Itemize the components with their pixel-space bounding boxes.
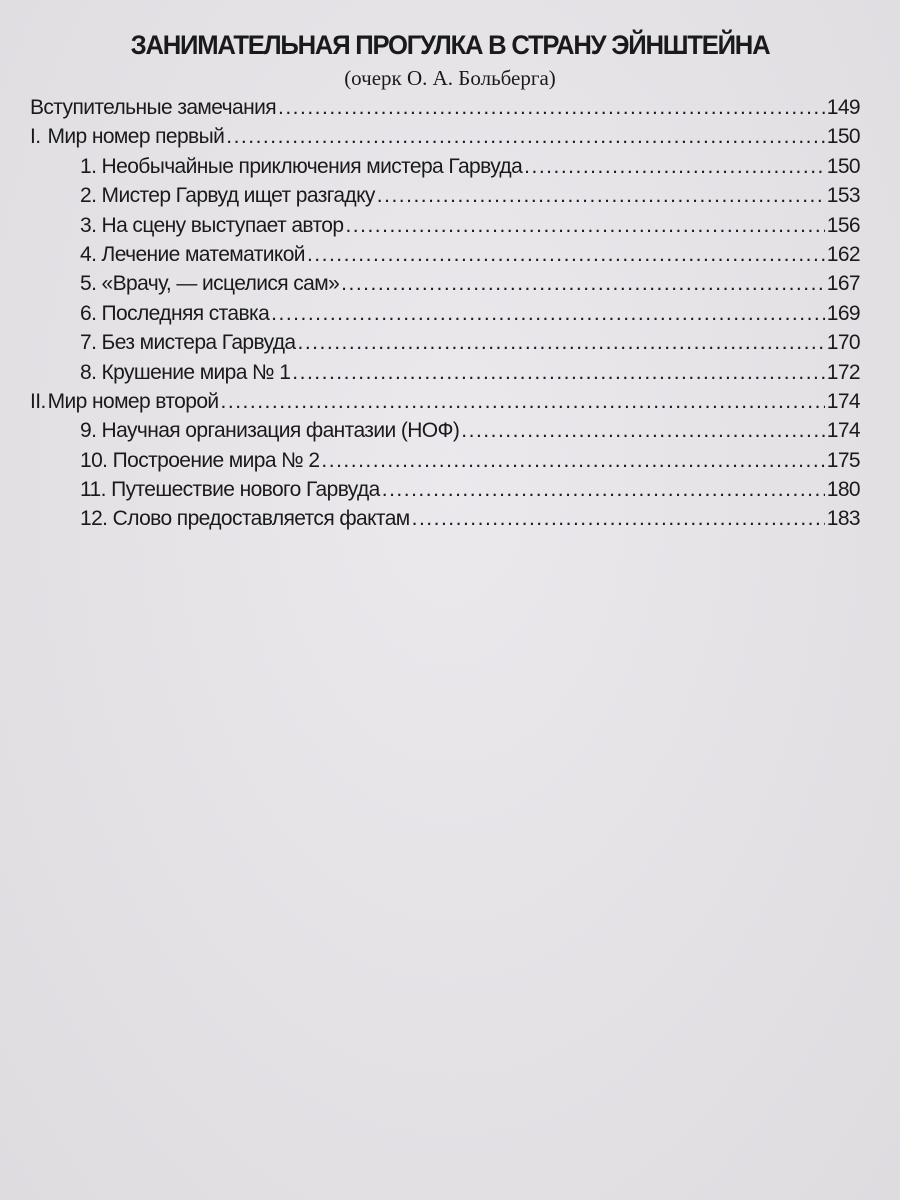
toc-entry-label: 12. Слово предоставляется фактам — [80, 507, 410, 531]
toc-entry-label: Вступительные замечания — [30, 96, 276, 119]
toc-entry-label: 4. Лечение математикой — [80, 242, 305, 266]
toc-entry — [30, 125, 860, 154]
dot-leader — [412, 507, 825, 531]
section-subtitle: (очерк О. А. Больберга) — [344, 66, 556, 90]
dot-leader — [341, 272, 825, 296]
toc-entry-label: 8. Крушение мира № 1 — [80, 360, 291, 384]
dot-leader — [221, 390, 825, 414]
toc-entry — [30, 478, 860, 507]
toc-entry — [30, 155, 860, 184]
toc-entry — [30, 507, 860, 536]
toc-entry-label: Мир номер первый — [47, 125, 225, 149]
toc-entry — [30, 184, 860, 213]
toc-entry-page: 169 — [826, 301, 860, 325]
table-of-contents — [30, 96, 860, 537]
toc-entry-number: II. — [30, 389, 46, 413]
dot-leader — [226, 125, 825, 149]
dot-leader — [271, 302, 825, 326]
toc-entry-label: 5. «Врачу, — исцелися сам» — [80, 272, 340, 296]
toc-entry-page: 153 — [826, 184, 860, 208]
toc-entry-page: 174 — [826, 389, 860, 413]
toc-entry-page: 156 — [826, 213, 860, 237]
toc-entry-label: 10. Построение мира № 2 — [80, 448, 320, 472]
dot-leader — [524, 155, 825, 179]
toc-entry-page: 162 — [826, 242, 860, 266]
toc-entry-page: 167 — [826, 272, 860, 296]
dot-leader — [345, 214, 824, 238]
toc-entry-label: 1. Необычайные приключения мистера Гарвуда — [80, 154, 523, 178]
toc-entry-page: 174 — [826, 419, 860, 443]
toc-entry — [30, 243, 860, 272]
toc-entry — [30, 449, 860, 478]
toc-entry — [30, 331, 860, 360]
dot-leader — [278, 96, 825, 120]
dot-leader — [377, 184, 825, 208]
toc-entry-page: 175 — [826, 448, 860, 472]
dot-leader — [298, 331, 825, 355]
toc-entry-label: 2. Мистер Гарвуд ищет разгадку — [80, 184, 375, 208]
toc-entry-label: 7. Без мистера Гарвуда — [80, 331, 296, 355]
toc-entry-label: Мир номер второй — [47, 389, 219, 413]
toc-entry-label: 6. Последняя ставка — [80, 301, 270, 325]
toc-entry-label: 9. Научная организация фантазии (НОФ) — [80, 419, 460, 443]
toc-entry-page: 170 — [826, 331, 860, 355]
toc-entry-label: 3. На сцену выступает автор — [80, 213, 344, 237]
dot-leader — [382, 478, 825, 502]
toc-entry-page: 172 — [826, 360, 860, 384]
toc-entry-label: 11. Путешествие нового Гарвуда — [80, 478, 380, 502]
toc-entry — [30, 361, 860, 390]
dot-leader — [461, 419, 824, 443]
toc-entry-page: 150 — [826, 125, 860, 149]
toc-entry-page: 149 — [826, 96, 860, 119]
toc-entry-page: 183 — [826, 507, 860, 531]
toc-entry — [30, 272, 860, 301]
toc-entry-number: I. — [30, 125, 41, 149]
dot-leader — [321, 449, 824, 473]
dot-leader — [307, 243, 825, 267]
toc-entry-page: 180 — [826, 478, 860, 502]
toc-entry — [30, 302, 860, 331]
dot-leader — [292, 361, 824, 385]
toc-entry — [30, 419, 860, 448]
toc-entry — [30, 214, 860, 243]
toc-entry — [30, 96, 860, 125]
toc-entry-page: 150 — [826, 154, 860, 178]
toc-entry — [30, 390, 860, 419]
section-title: ЗАНИМАТЕЛЬНАЯ ПРОГУЛКА В СТРАНУ ЭЙНШТЕЙНА — [130, 30, 770, 60]
